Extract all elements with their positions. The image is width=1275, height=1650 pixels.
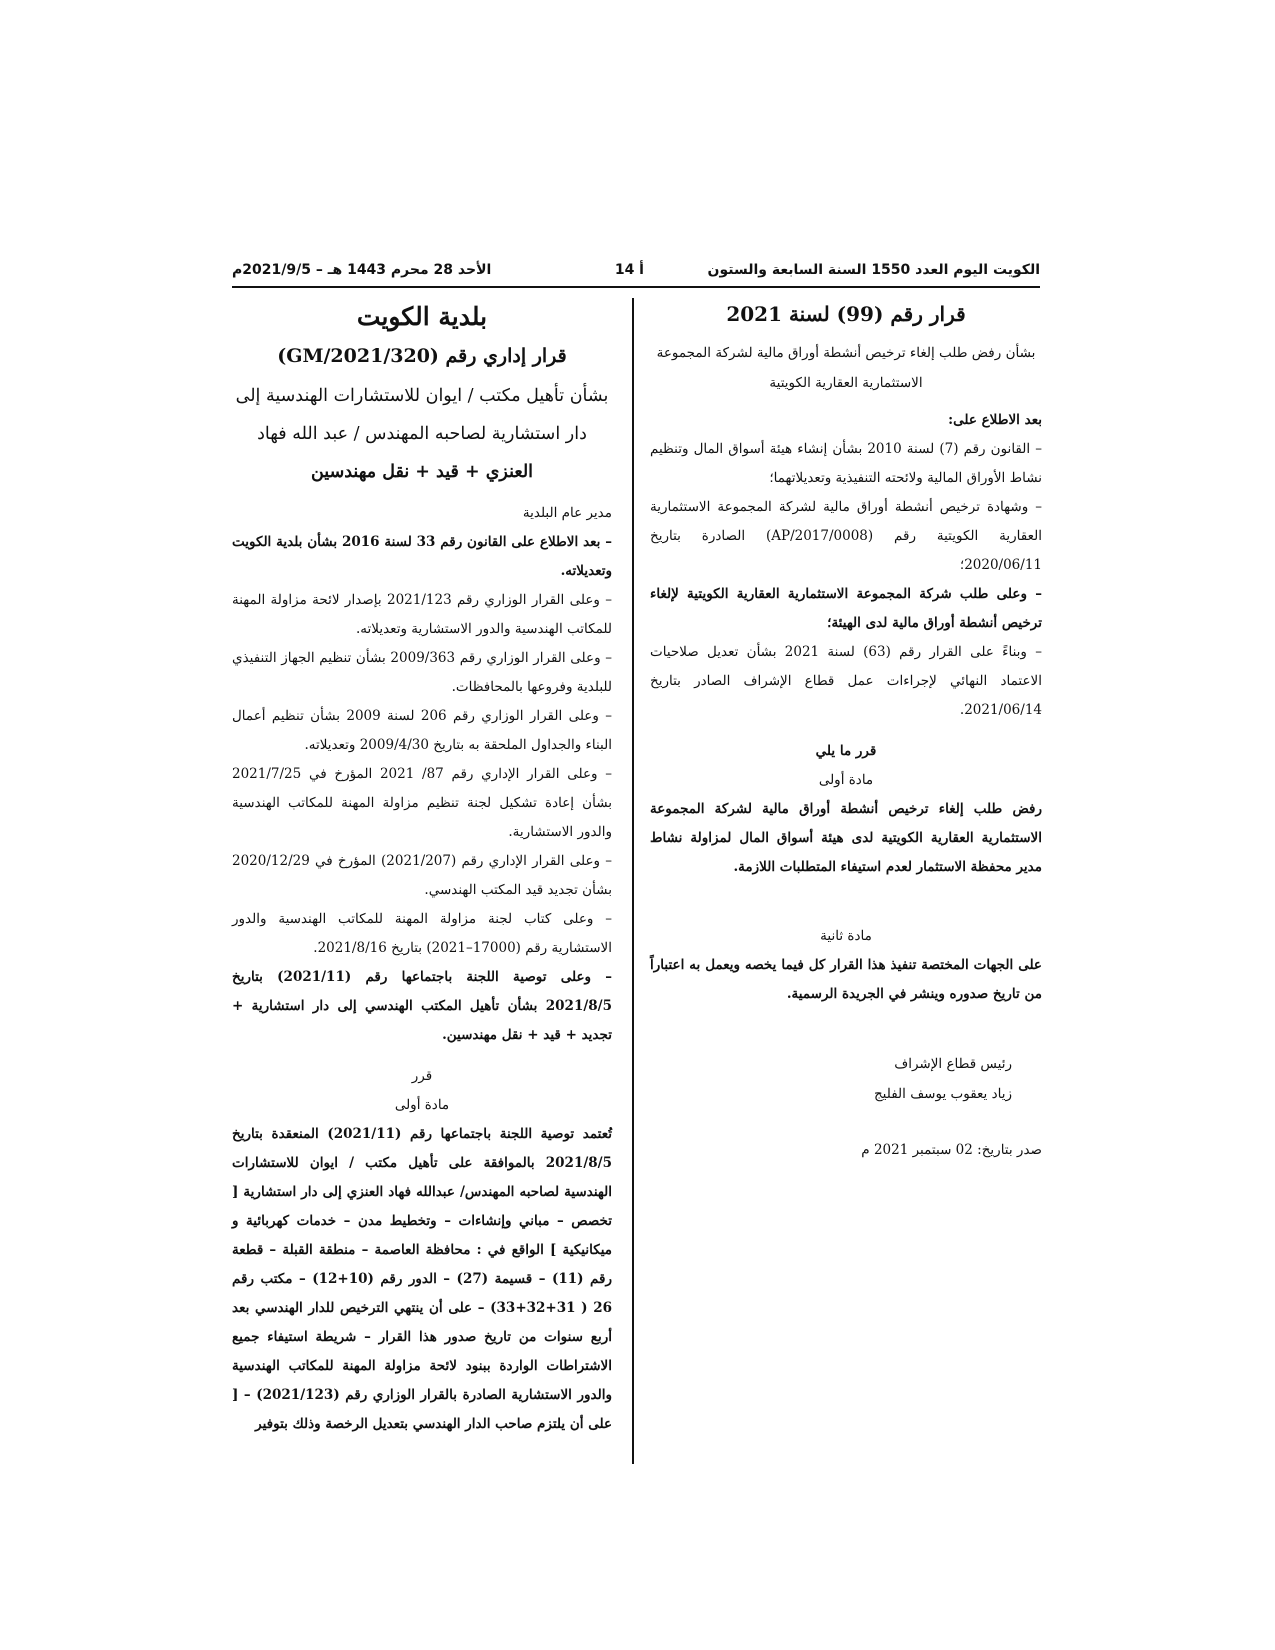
preamble-intro: بعد الاطلاع على: [948,412,1042,428]
header-issue: الكويت اليوم العدد 1550 السنة السابعة والستون [707,262,1040,278]
left-column [232,298,612,1439]
decision-subject [650,338,1042,398]
preamble-item: – وعلى كتاب لجنة مزاولة المهنة للمكاتب الهندسية والدور الاستشارية رقم (17000–2021) بتاريخ 2021/8/16. [232,911,612,956]
decision-title: قرار رقم (99) لسنة 2021 [726,302,966,326]
preamble-item: – وعلى القرار الإداري رقم (2021/207) المؤرخ في 2020/12/29 بشأن تجديد قيد المكتب الهندسي. [232,853,613,898]
preamble-item: – وعلى القرار الإداري رقم 87/ 2021 المؤرخ في 2021/7/25 بشأن إعادة تشكيل لجنة تنظيم مزاولة المهنة للمكاتب الهندسية والدور الاستشارية. [232,766,612,840]
decision-subject [232,377,612,491]
signatory-name: زياد يعقوب يوسف الفليج [873,1086,1012,1102]
header-page-number: أ 14 [614,262,644,278]
preamble-item: – وعلى القرار الوزاري رقم 2009/363 بشأن تنظيم الجهاز التنفيذي للبلدية وفروعها بالمحافظات. [232,650,612,695]
decided-heading: قرر [411,1068,433,1084]
preamble-item: – وعلى القرار الوزاري رقم 2021/123 بإصدار لائحة مزاولة المهنة للمكاتب الهندسية والدور الاستشارية وتعديلاته. [232,592,612,637]
signature-block [650,1049,1012,1109]
right-column [650,298,1042,1165]
subject-line: بشأن تأهيل مكتب / ايوان للاستشارات الهندسية إلى [235,386,609,406]
article-title: مادة أولى [394,1097,450,1113]
article-title: مادة أولى [818,772,874,788]
preamble-item: – القانون رقم (7) لسنة 2010 بشأن إنشاء هيئة أسواق المال وتنظيم نشاط الأوراق المالية ولائحته التنفيذية وتعديلاتهما؛ [650,441,1042,486]
issue-date: صدر بتاريخ: 02 سبتمبر 2021 م [861,1142,1042,1158]
preamble-item: – وعلى القرار الوزاري رقم 206 لسنة 2009 بشأن تنظيم أعمال البناء والجداول الملحقة به بتاريخ 2009/4/30 وتعديلاته. [232,708,612,753]
preamble-item: – وعلى طلب شركة المجموعة الاستثمارية العقارية الكويتية لإلغاء ترخيص أنشطة أوراق مالية لدى الهيئة؛ [650,586,1042,631]
article-body: رفض طلب إلغاء ترخيص أنشطة أوراق مالية لشركة المجموعة الاستثمارية العقارية الكويتية لدى هيئة أسواق المال لمزاولة نشاط مدير محفظة الاستثمار لعدم استيفاء المتطلبات اللازمة. [650,801,1042,875]
authority-title: بلدية الكويت [356,302,488,331]
issuer: مدير عام البلدية [522,505,612,521]
preamble-item: – وشهادة ترخيص أنشطة أوراق مالية لشركة المجموعة الاستثمارية العقارية الكويتية رقم (AP/2017/0008) الصادرة بتاريخ 2020/06/11؛ [650,499,1042,573]
preamble-item: – وعلى توصية اللجنة باجتماعها رقم (2021/11) بتاريخ 2021/8/5 بشأن تأهيل المكتب الهندسي إلى دار استشارية + تجديد + قيد + نقل مهندسين. [232,969,612,1043]
article-body: على الجهات المختصة تنفيذ هذا القرار كل فيما يخصه ويعمل به اعتباراً من تاريخ صدوره وينشر في الجريدة الرسمية. [650,957,1042,1002]
page-header [232,256,1040,288]
signatory-role: رئيس قطاع الإشراف [894,1056,1012,1072]
header-date: الأحد 28 محرم 1443 هـ – 2021/9/5م [232,262,492,278]
decided-heading: قرر ما يلي [815,743,877,759]
article-title: مادة ثانية [820,928,872,944]
subject-line: بشأن رفض طلب إلغاء ترخيص أنشطة أوراق مالية لشركة المجموعة [656,345,1036,361]
preamble-item: – وبناءً على القرار رقم (63) لسنة 2021 بشأن تعديل صلاحيات الاعتماد النهائي لإجراءات عمل قطاع الإشراف الصادر بتاريخ 2021/06/14. [650,644,1042,718]
preamble-item: – بعد الاطلاع على القانون رقم 33 لسنة 2016 بشأن بلدية الكويت وتعديلاته. [232,534,613,579]
decision-title: قرار إداري رقم (GM/2021/320) [277,345,567,367]
article-body: تُعتمد توصية اللجنة باجتماعها رقم (2021/11) المنعقدة بتاريخ 2021/8/5 بالموافقة على تأهيل مكتب / ايوان للاستشارات الهندسية لصاحبه المهندس/ عبدالله فهاد العنزي إلى دار استشارية [ تخصص – مباني وإنشاءات – وتخطيط مدن – خدمات كهربائية و ميكانيكية ] الواقع في : محافظة العاصمة – منطقة القبلة – قطعة رقم (11) – قسيمة (27) – الدور رقم (10+12) – مكتب رقم 26 ( 31+32+33) – على أن ينتهي الترخيص للدار الهندسي بعد أربع سنوات من تاريخ صدور هذا القرار – شريطة استيفاء جميع الاشتراطات الواردة ببنود لائحة مزاولة المهنة للمكاتب الهندسية والدور الاستشارية الصادرة بالقرار الوزاري رقم (2021/123) – [ على أن يلتزم صاحب الدار الهندسي بتعديل الرخصة وذلك بتوفير [232,1126,612,1432]
subject-line: الاستثمارية العقارية الكويتية [769,375,923,391]
subject-line: دار استشارية لصاحبه المهندس / عبد الله فهاد [257,424,587,444]
subject-line: العنزي + قيد + نقل مهندسين [310,462,534,482]
column-divider [632,298,634,1464]
